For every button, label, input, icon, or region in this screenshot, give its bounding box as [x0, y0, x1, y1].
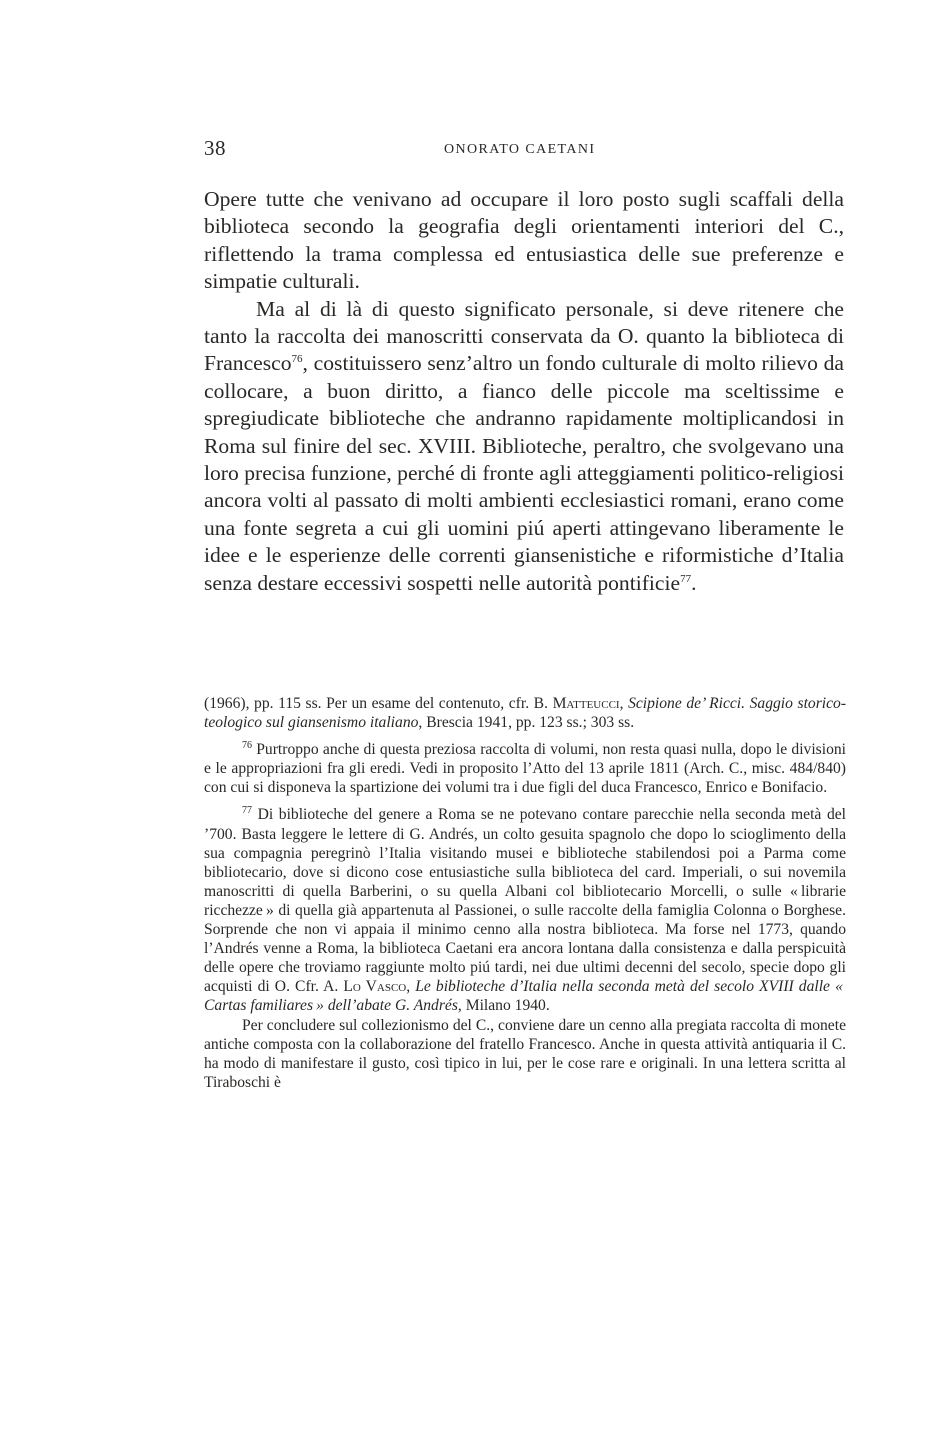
footnote-77-cited-author: Lo Vasco — [343, 978, 407, 996]
footnote-77-cited-title: Le biblioteche d’Italia nella seconda metà del secolo XVIII dalle « Cartas familiares » dell’abate G. Andrés — [204, 978, 846, 1015]
footnote-ref-77: 77 — [680, 572, 692, 585]
footnote-77-paragraph-2: Per concludere sul collezionismo del C., conviene dare un cenno alla pregiata raccolta di monete antiche composta con la collaborazione del fratello Francesco. Anche in questa attività antiquaria il C. ha modo di manifestare il gusto, così tipico in lui, per le cose rare e originali. In una lettera scritta al Tiraboschi è — [204, 1016, 846, 1091]
cited-author: Matteucci — [552, 695, 620, 712]
running-head — [204, 136, 844, 162]
footnote-77 — [204, 805, 846, 1015]
page-number: 38 — [204, 136, 226, 160]
footnote-continuation-text-a: (1966), pp. 115 ss. Per un esame del contenuto, cfr. B. — [204, 695, 553, 712]
footnote-76-text: Purtroppo anche di questa preziosa raccolta di volumi, non resta quasi nulla, dopo le divisioni e le appropriazioni fra gli eredi. Vedi in proposito l’Atto del 13 aprile 1811 (Arch. C., misc. 484/840) con cui si disponeva la spartizione dei volumi tra i due figli del duca Francesco, Enrico e Bonifacio. — [204, 741, 846, 797]
paragraph-2 — [204, 296, 844, 597]
running-title: ONORATO CAETANI — [444, 142, 596, 157]
main-text — [204, 186, 844, 597]
footnotes — [204, 694, 846, 1100]
paragraph-2-text-b: , costituissero senz’altro un fondo culturale di molto rilievo da collocare, a buon diritto, a fianco delle piccole ma sceltissime e spregiudicate biblioteche che andranno rapidamente moltiplicandosi in Roma sul finire del sec. XVIII. Biblioteche, peraltro, che svolgevano una loro precisa funzione, perché di fronte agli atteggiamenti politico-religiosi ancora volti al passato di molti ambienti ecclesiastici romani, erano come una fonte segreta a cui gli uomini piú aperti attingevano liberamente le idee e le esperienze delle correnti giansenistiche e riformistiche d’Italia senza destare eccessivi sospetti nelle autorità pontificie — [204, 351, 844, 595]
paragraph-1: Opere tutte che venivano ad occupare il loro posto sugli scaffali della biblioteca secondo la geografia degli orientamenti interiori del C., riflettendo la trama complessa ed entusiastica delle sue preferenze e simpatie culturali. — [204, 187, 844, 294]
footnote-ref-76: 76 — [291, 353, 303, 366]
cited-title: Scipione de’ Ricci. Saggio storico-teologico sul giansenismo italiano — [204, 695, 847, 732]
footnote-continuation-text-c: , Brescia 1941, pp. 123 ss.; 303 ss. — [418, 714, 635, 732]
footnote-76-number: 76 — [242, 740, 252, 751]
footnote-76 — [204, 740, 846, 797]
footnote-77-text-c: , Milano 1940. — [457, 997, 550, 1015]
footnote-continuation — [204, 694, 846, 732]
footnote-77-number: 77 — [242, 805, 252, 817]
footnote-77-text-b: , — [406, 978, 416, 996]
footnote-77-text-a: Di biblioteche del genere a Roma se ne potevano contare parecchie nella seconda metà del ’700. Basta leggere le lettere di G. Andrés, un colto gesuita spagnolo che dopo lo scioglimento della sua compagnia peregrinò l’Italia visitando musei e biblioteche stabilendosi poi a Parma come bibliotecario, dove si dicono cose entusiastiche sulla biblioteca del card. Imperiali, o sui novemila manoscritti di quella Barberini, o su quella Albani col bibliotecario Morcelli, o sulle « librarie ricchezze » di quella già appartenuta al Passionei, o sulle raccolte della famiglia Colonna o Borghese. Sorprende che non vi appaia il minimo cenno alla nostra biblioteca. Ma forse nel 1773, quando l’Andrés venne a Roma, la biblioteca Caetani era ancora lontana dalla consistenza e dalla perspicuità delle opere che troviamo raggiunte molto piú tardi, nei due ultimi decenni del secolo, specie dopo gli acquisti di O. Cfr. A. — [204, 806, 846, 996]
footnote-continuation-text-b: , — [619, 695, 629, 712]
paragraph-2-text-c: . — [691, 570, 697, 595]
paragraph-2-text-a: Ma al di là di questo significato personale, si deve ritenere che tanto la raccolta dei manoscritti conservata da O. quanto la biblioteca di Francesco — [204, 296, 844, 376]
